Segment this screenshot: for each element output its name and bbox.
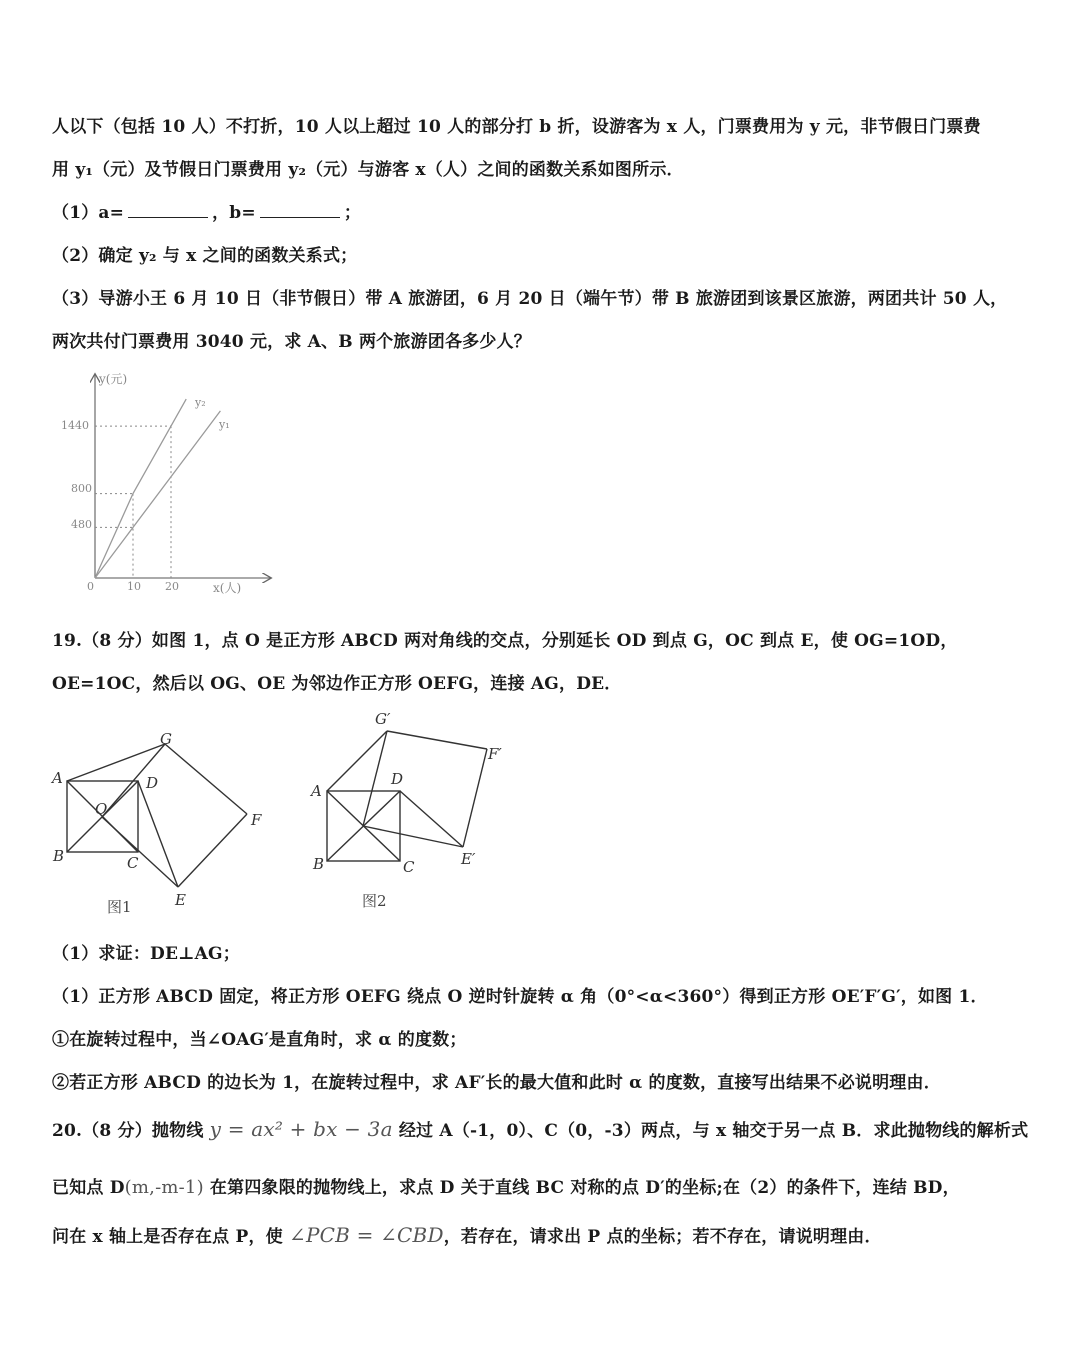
q19-line1: 19.（8 分）如图 1，点 O 是正方形 ABCD 两对角线的交点，分别延长 OD 到点 G，OC 到点 E，使 OG=1OD， xyxy=(52,631,958,651)
q20-line2-pre: 已知点 D xyxy=(52,1178,125,1198)
q20-parabola-formula: y = ax² + bx − 3a xyxy=(209,1117,393,1141)
q20-line3-pre: 问在 x 轴上是否存在点 P，使 xyxy=(52,1227,283,1247)
fig1-segment-de xyxy=(138,781,178,887)
q19-part1: （1）求证：DE⊥AG； xyxy=(52,944,240,964)
answer-blank-b[interactable] xyxy=(260,203,340,218)
y-tick-1440: 1440 xyxy=(61,419,89,432)
y-axis-label: y(元) xyxy=(99,372,128,386)
fig1-segment-fe xyxy=(178,814,247,887)
q18-part3-line2: 两次共付门票费用 3040 元，求 A、B 两个旅游团各多少人？ xyxy=(52,332,531,352)
fig1-label-g: G xyxy=(160,730,172,748)
q18-part1-end: ； xyxy=(343,203,362,223)
q20-line1-pre: 20.（8 分）抛物线 xyxy=(52,1121,204,1141)
fig2-label-c: C xyxy=(403,858,415,876)
fig2-label-b: B xyxy=(313,855,325,873)
q20-line2 xyxy=(52,1173,960,1198)
fig2-label-g: G′ xyxy=(375,710,391,728)
q19-sub1: ①在旋转过程中，当∠OAG′是直角时，求 α 的度数； xyxy=(52,1030,467,1050)
line-label-y1: y₁ xyxy=(219,418,230,431)
fig2-segment-gf xyxy=(387,731,487,749)
fig2-segment-oe xyxy=(363,826,463,847)
q19-sub2: ②若正方形 ABCD 的边长为 1，在旋转过程中，求 AF′长的最大值和此时 α 的度数，直接写出结果不必说明理由． xyxy=(52,1073,941,1093)
figure-1 xyxy=(45,722,285,920)
fig2-label-d: D xyxy=(391,770,404,788)
q20-point-d-coords: (m,-m-1) xyxy=(124,1177,204,1198)
fig1-label-a: A xyxy=(52,769,63,787)
function-graph xyxy=(55,365,275,600)
fig1-caption: 图1 xyxy=(107,898,132,916)
fig1-segment-gf xyxy=(165,744,247,814)
fig2-segment-de xyxy=(400,791,463,847)
fig2-segment-ag xyxy=(327,731,387,791)
q18-intro-line2: 用 y₁（元）及节假日门票费用 y₂（元）与游客 x（人）之间的函数关系如图所示． xyxy=(52,160,684,180)
q20-line1 xyxy=(52,1116,1028,1141)
q18-intro-line1: 人以下（包括 10 人）不打折，10 人以上超过 10 人的部分打 b 折，设游客为 x 人，门票费用为 y 元，非节假日门票费 xyxy=(52,117,981,137)
q18-part2: （2）确定 y₂ 与 x 之间的函数关系式； xyxy=(52,246,358,266)
q19-part2: （1）正方形 ABCD 固定，将正方形 OEFG 绕点 O 逆时针旋转 α 角（0°<α<360°）得到正方形 OE′F′G′，如图 1． xyxy=(52,987,988,1007)
x-tick-20: 20 xyxy=(165,580,179,593)
fig2-label-e: E′ xyxy=(461,850,476,868)
q20-line3-post: ，若存在，请求出 P 点的坐标；若不存在，请说明理由． xyxy=(443,1227,882,1247)
q18-part1-b-label: ，b= xyxy=(212,203,256,223)
fig1-label-f: F xyxy=(251,811,262,829)
figure-2 xyxy=(305,704,525,918)
fig2-label-a: A xyxy=(311,782,322,800)
q20-angle-condition: ∠PCB = ∠CBD xyxy=(289,1223,444,1247)
y-tick-480: 480 xyxy=(71,518,92,531)
q18-part3-line1: （3）导游小王 6 月 10 日（非节假日）带 A 旅游团，6 月 20 日（端午节）带 B 旅游团到该景区旅游，两团共计 50 人， xyxy=(52,289,1008,309)
fig2-segment-fe xyxy=(463,749,487,847)
line-label-y2: y₂ xyxy=(195,396,206,409)
fig1-label-o: O xyxy=(95,800,108,818)
y-tick-800: 800 xyxy=(71,482,92,495)
fig1-label-d: D xyxy=(146,774,159,792)
fig2-segment-og xyxy=(363,731,387,826)
x-axis-label: x(人) xyxy=(213,581,242,595)
q18-part1 xyxy=(52,198,361,223)
fig1-label-b: B xyxy=(53,847,65,865)
q20-line3 xyxy=(52,1222,882,1247)
q20-line1-post: 经过 A（-1，0）、C（0，-3）两点，与 x 轴交于另一点 B．求此抛物线的解析式 xyxy=(398,1121,1029,1141)
fig2-label-f: F′ xyxy=(488,745,502,763)
series-line-y1 xyxy=(95,411,220,578)
q19-line2: OE=1OC，然后以 OG、OE 为邻边作正方形 OEFG，连接 AG，DE． xyxy=(52,674,622,694)
x-tick-10: 10 xyxy=(127,580,141,593)
fig1-label-c: C xyxy=(127,854,139,872)
fig2-caption: 图2 xyxy=(362,892,387,910)
answer-blank-a[interactable] xyxy=(128,203,208,218)
origin-label: 0 xyxy=(87,580,94,593)
q18-part1-a-label: （1）a= xyxy=(52,203,125,223)
q20-line2-post: 在第四象限的抛物线上，求点 D 关于直线 BC 对称的点 D′的坐标;在（2）的条件下，连结 BD， xyxy=(209,1178,960,1198)
fig1-label-e: E xyxy=(175,891,186,909)
